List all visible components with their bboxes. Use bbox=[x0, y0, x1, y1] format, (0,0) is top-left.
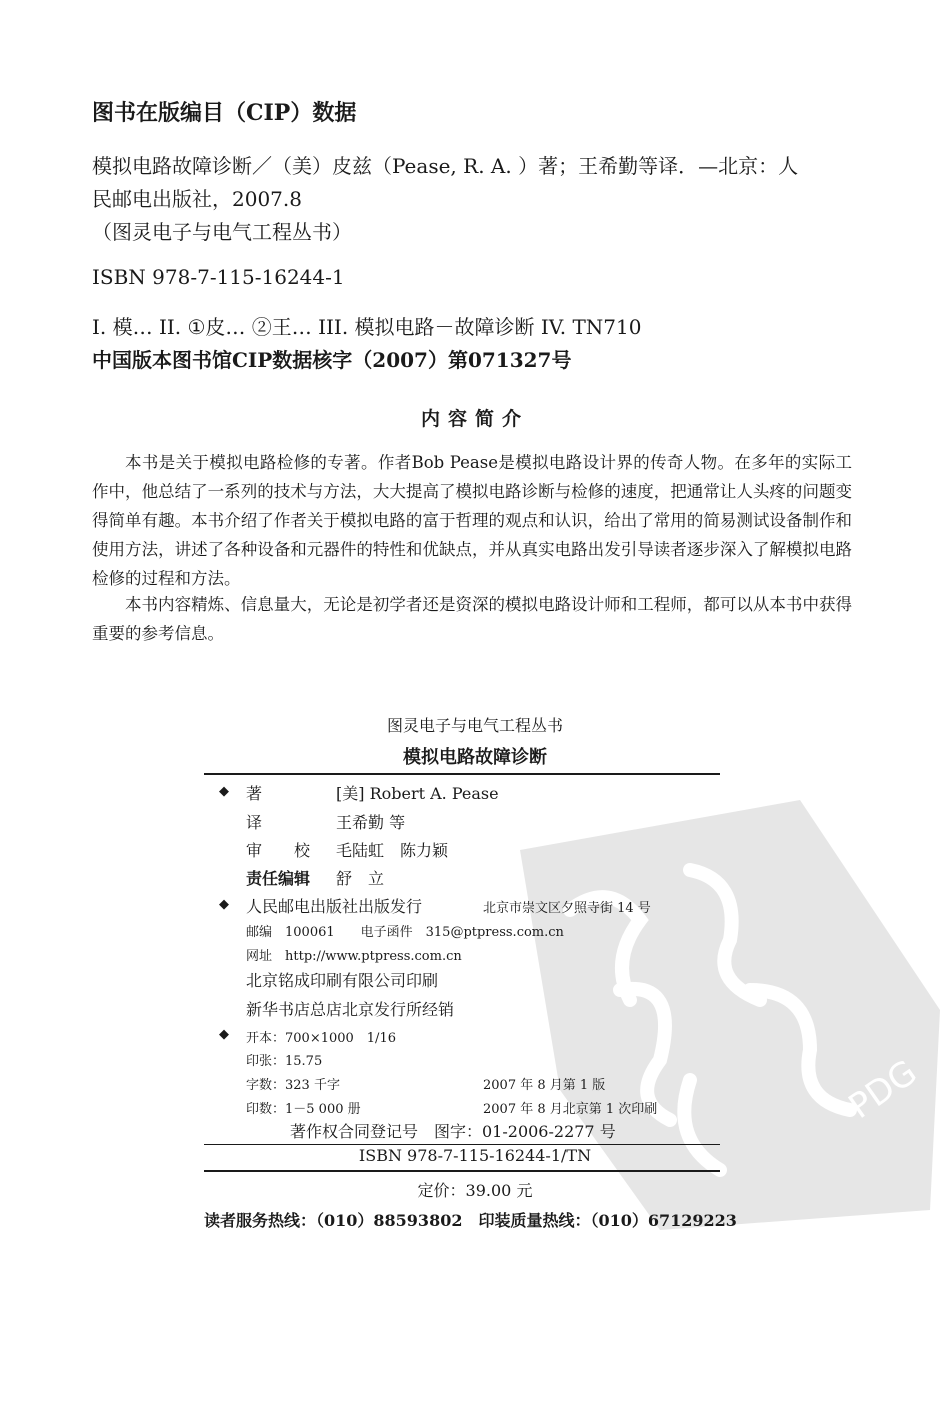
cip-record-number: 中国版本图书馆CIP数据核字（2007）第071327号 bbox=[92, 348, 572, 372]
copyright-registration: 著作权合同登记号 图字：01-2006-2277 号 bbox=[290, 1122, 616, 1141]
printing: 2007 年 8 月北京第 1 次印刷 bbox=[483, 1102, 658, 1117]
reviewer-label: 审 校 bbox=[246, 841, 311, 860]
colophon-isbn: ISBN 978-7-115-16244-1/TN bbox=[358, 1146, 592, 1165]
translator: 王希勤 等 bbox=[336, 813, 406, 832]
cip-series: （图灵电子与电气工程丛书） bbox=[92, 220, 352, 244]
format: 开本：700×1000 1/16 bbox=[246, 1031, 396, 1046]
cip-line-1: 模拟电路故障诊断／（美）皮兹（Pease, R. A. ）著；王希勤等译．—北京：人 bbox=[92, 154, 799, 178]
price: 定价：39.00 元 bbox=[417, 1181, 533, 1200]
bullet-diamond-icon: ◆ bbox=[219, 1027, 229, 1042]
colophon-series: 图灵电子与电气工程丛书 bbox=[386, 716, 563, 735]
reviewers: 毛陆虹 陈力颖 bbox=[336, 841, 449, 860]
distributor: 新华书店总店北京发行所经销 bbox=[246, 1000, 455, 1019]
postcode-email: 邮编 100061 电子函件 315@ptpress.com.cn bbox=[246, 925, 564, 940]
author: [美] Robert A. Pease bbox=[336, 784, 499, 803]
cip-heading: 图书在版编目（CIP）数据 bbox=[92, 100, 357, 126]
bullet-diamond-icon: ◆ bbox=[219, 897, 229, 912]
isbn-bottom-rule bbox=[204, 1170, 720, 1172]
sheets: 印张：15.75 bbox=[246, 1054, 323, 1069]
service-hotline: 读者服务热线：（010）88593802 印装质量热线：（010）67129223 bbox=[204, 1211, 737, 1230]
author-label: 著 bbox=[246, 784, 263, 803]
publisher: 人民邮电出版社出版发行 bbox=[246, 897, 423, 916]
watermark-text: PDG bbox=[841, 1052, 925, 1128]
edition: 2007 年 8 月第 1 版 bbox=[483, 1078, 606, 1093]
print-run: 印数：1－5 000 册 bbox=[246, 1102, 361, 1117]
editor: 舒 立 bbox=[336, 869, 385, 888]
word-count: 字数：323 千字 bbox=[246, 1078, 340, 1093]
cip-line-2: 民邮电出版社，2007.8 bbox=[92, 187, 302, 211]
intro-paragraph-2: 本书内容精炼、信息量大，无论是初学者还是资深的模拟电路设计师和工程师，都可以从本书中获得重要的参考信息。 bbox=[92, 595, 852, 643]
translator-label: 译 bbox=[246, 813, 263, 832]
intro-title: 内容简介 bbox=[420, 408, 529, 430]
website: 网址 http://www.ptpress.com.cn bbox=[246, 949, 462, 964]
cip-isbn: ISBN 978-7-115-16244-1 bbox=[92, 265, 345, 289]
cip-classification: I. 模… II. ①皮… ②王… III. 模拟电路－故障诊断 IV. TN710 bbox=[92, 315, 642, 339]
publisher-address: 北京市崇文区夕照寺街 14 号 bbox=[483, 901, 651, 916]
bullet-diamond-icon: ◆ bbox=[219, 784, 229, 799]
printer: 北京铭成印刷有限公司印刷 bbox=[246, 971, 439, 990]
isbn-top-rule bbox=[204, 1144, 720, 1145]
colophon-title: 模拟电路故障诊断 bbox=[403, 747, 547, 768]
editor-label: 责任编辑 bbox=[246, 869, 311, 888]
colophon-top-rule bbox=[204, 773, 720, 775]
intro-paragraph-1: 本书是关于模拟电路检修的专著。作者Bob Pease是模拟电路设计界的传奇人物。在多年的实际工作中，他总结了一系列的技术与方法，大大提高了模拟电路诊断与检修的速度，把通常让人头疼的问题变得简单有趣。本书介绍了作者关于模拟电路的富于哲理的观点和认识，给出了常用的简易测试设备制作和使用方法，讲述了各种设备和元器件的特性和优缺点，并从真实电路出发引导读者逐步深入了解模拟电路检修的过程和方法。 bbox=[92, 453, 852, 588]
